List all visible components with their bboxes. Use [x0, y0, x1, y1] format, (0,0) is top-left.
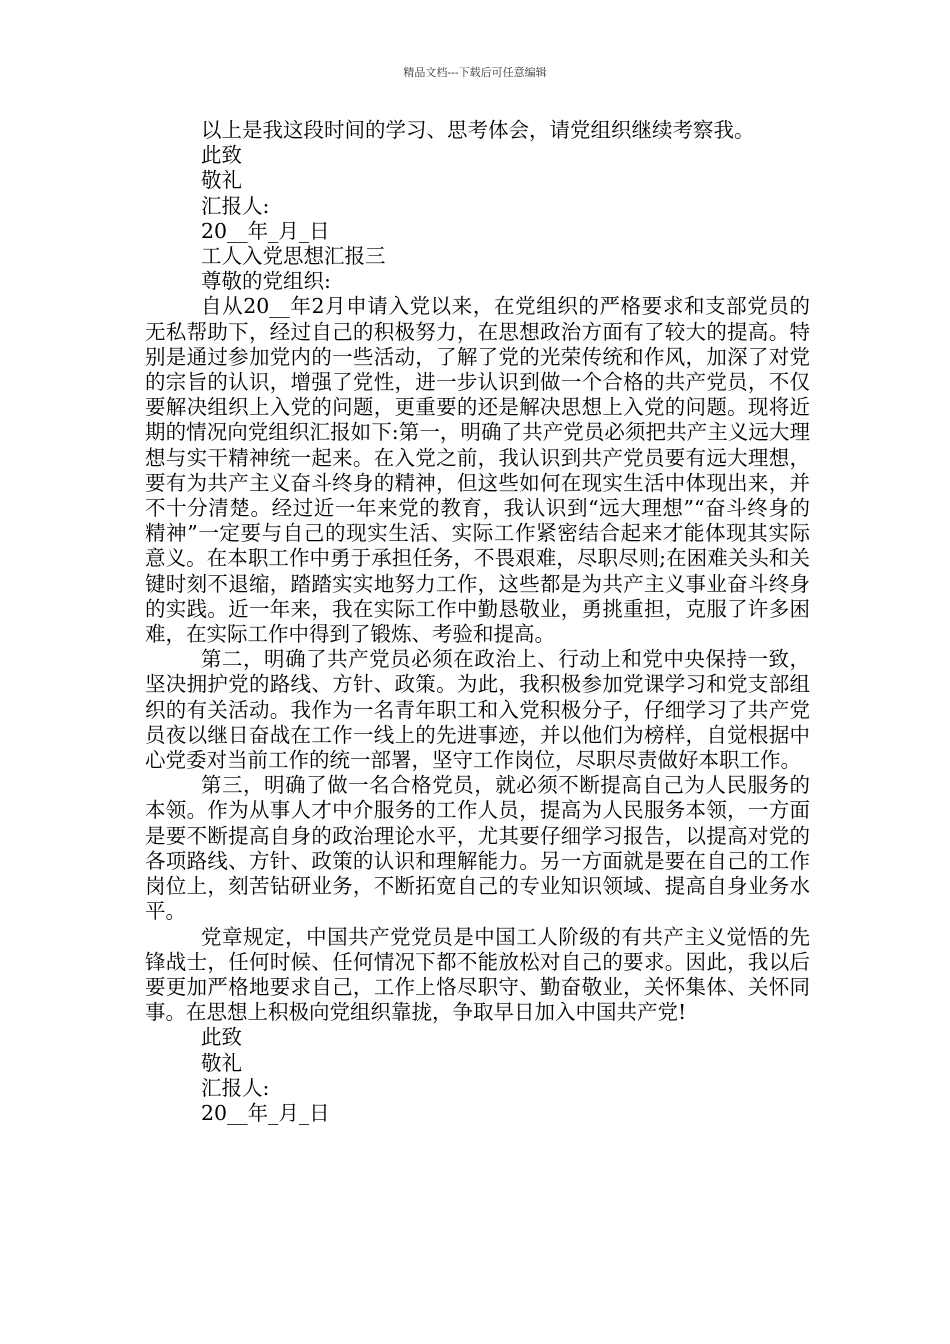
- closing-regards: 敬礼: [201, 168, 242, 193]
- body-paragraph: 第三，明确了做一名合格党员，就必须不断提高自己为人民服务的本领。作为从事人才中介服务的工作人员，提高为人民服务本领，一方面是要不断提高自身的政治理论水平，尤其要仔细学习报告，以提高对党的各项路线、方针、政策的认识和理解能力。另一方面就是要在自己的工作岗位上，刻苦钻研业务，不断拓宽自己的专业知识领域、提高自身业务水平。: [145, 773, 810, 924]
- final-regards: 敬礼: [201, 1050, 242, 1075]
- document-body: [145, 118, 810, 1126]
- page-header: 精品文档---下载后可任意编辑: [403, 66, 547, 79]
- closing-date: 20__年_月_日: [201, 218, 330, 243]
- closing-reporter: 汇报人:: [201, 193, 270, 218]
- body-paragraph: 党章规定，中国共产党党员是中国工人阶级的有共产主义觉悟的先锋战士，任何时候、任何情况下都不能放松对自己的要求。因此，我以后要更加严格地要求自己，工作上恪尽职守、勤奋敬业，关怀集体、关怀同事。在思想上积极向党组织靠拢，争取早日加入中国共产党!: [145, 924, 810, 1025]
- report-greeting: 尊敬的党组织:: [201, 269, 331, 294]
- final-date: 20__年_月_日: [201, 1100, 330, 1125]
- closing-salutation: 此致: [201, 143, 242, 168]
- body-paragraph: 第二，明确了共产党员必须在政治上、行动上和党中央保持一致，坚决拥护党的路线、方针、政策。为此，我积极参加党课学习和党支部组织的有关活动。我作为一名青年职工和入党积极分子，仔细学习了共产党员夜以继日奋战在工作一线上的先进事迹，并以他们为榜样，自觉根据中心党委对当前工作的统一部署，坚守工作岗位，尽职尽责做好本职工作。: [145, 647, 810, 773]
- final-salutation: 此致: [201, 1025, 242, 1050]
- report-title: 工人入党思想汇报三: [201, 244, 386, 269]
- final-reporter: 汇报人:: [201, 1075, 270, 1100]
- body-paragraph: 自从20__年2月申请入党以来，在党组织的严格要求和支部党员的无私帮助下，经过自己的积极努力，在思想政治方面有了较大的提高。特别是通过参加党内的一些活动，了解了党的光荣传统和作风，加深了对党的宗旨的认识，增强了党性，进一步认识到做一个合格的共产党员，不仅要解决组织上入党的问题，更重要的还是解决思想上入党的问题。现将近期的情况向党组织汇报如下:第一，明确了共产党员必须把共产主义远大理想与实干精神统一起来。在入党之前，我认识到共产党员要有远大理想，要有为共产主义奋斗终身的精神，但这些如何在现实生活中体现出来，并不十分清楚。经过近一年来党的教育，我认识到“远大理想”“奋斗终身的精神”一定要与自己的现实生活、实际工作紧密结合起来才能体现其实际意义。在本职工作中勇于承担任务，不畏艰难，尽职尽则;在困难关头和关键时刻不退缩，踏踏实实地努力工作，这些都是为共产主义事业奋斗终身的实践。近一年来，我在实际工作中勤恳敬业，勇挑重担，克服了许多困难，在实际工作中得到了锻炼、考验和提高。: [145, 294, 810, 647]
- closing-summary: 以上是我这段时间的学习、思考体会，请党组织继续考察我。: [201, 118, 755, 142]
